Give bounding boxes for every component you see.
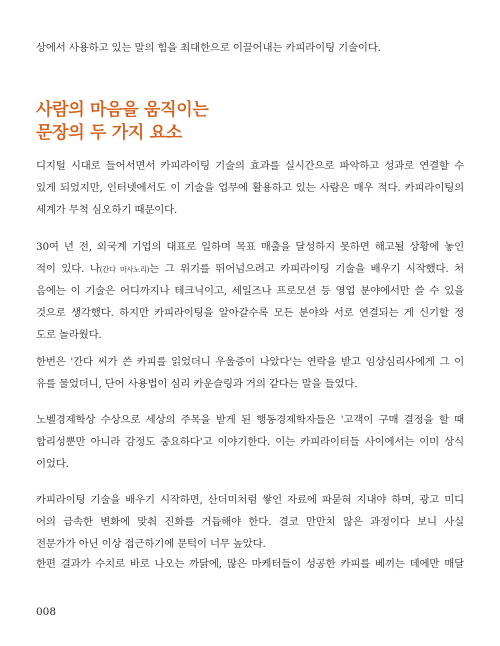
paragraph-2-line-2: [36, 262, 464, 277]
page-number: 008: [36, 606, 57, 618]
paragraph-5-line-4: 한편 결과가 수치로 바로 나오는 까닭에, 많은 마케터들이 성공한 카피를 베끼는 데에만 매달: [36, 558, 464, 570]
section-heading-line-1: 사람의 마음을 움직이는: [36, 100, 209, 120]
paragraph-5-line-1: 카피라이팅 기술을 배우기 시작하면, 산더미처럼 쌓인 자료에 파묻혀 지내야 하며, 광고 미디: [36, 494, 464, 506]
paragraph-5-line-2: 어의 급속한 변화에 맞춰 진화를 거듭해야 한다. 결코 만만치 않은 과정이다 보니 사실: [36, 516, 464, 528]
section-heading-line-2: 문장의 두 가지 요소: [36, 123, 182, 143]
author-name-annotation: (간다 마사노리): [99, 265, 150, 274]
paragraph-4-line-2: 합리성뿐만 아니라 감정도 중요하다'고 이야기한다. 이는 카피라이터들 사이에서는 이미 상식: [36, 436, 464, 448]
paragraph-1-line-1: 디지털 시대로 들어서면서 카피라이팅 기술의 효과를 실시간으로 파악하고 성과로 연결할 수: [36, 160, 464, 172]
paragraph-4-line-3: 이었다.: [36, 458, 69, 470]
paragraph-3-line-2: 유를 물었더니, 단어 사용법이 심리 카운슬링과 거의 같다는 말을 들었다.: [36, 378, 358, 390]
paragraph-1-line-3: 세계가 무척 심오하기 때문이다.: [36, 204, 178, 216]
paragraph-3-line-1: 한번은 '간다 씨가 쓴 카피를 읽었더니 우울증이 나았다'는 연락을 받고 임상심리사에게 그 이: [36, 356, 464, 368]
paragraph-1-line-2: 있게 되었지만, 인터넷에서도 이 기술을 업무에 활용하고 있는 사람은 매우 적다. 카피라이팅의: [36, 182, 464, 194]
paragraph-2-line-4: 것으로 생각했다. 하지만 카피라이팅을 알아갈수록 모든 분야와 서로 연결되는 게 신기할 정: [36, 307, 464, 319]
paragraph-2-line-1: 30여 년 전, 외국계 기업의 대표로 일하며 목표 매출을 달성하지 못하면 해고될 상황에 놓인: [36, 241, 464, 253]
paragraph-2-line-2-end: 는 그 위기를 뛰어넘으려고 카피라이팅 기술을 배우기 시작했다. 처: [149, 263, 464, 275]
paragraph-5-line-3: 전문가가 아닌 이상 접근하기에 문턱이 너무 높았다.: [36, 538, 266, 550]
continuation-line: 상에서 사용하고 있는 말의 힘을 최대한으로 이끌어내는 카피라이팅 기술이다.: [36, 42, 381, 54]
paragraph-2-line-5: 도로 놀라웠다.: [36, 329, 102, 341]
paragraph-4-line-1: 노벨경제학상 수상으로 세상의 주목을 받게 된 행동경제학자들은 '고객이 구매 결정을 할 때: [36, 414, 464, 426]
paragraph-2-line-2-start: 적이 있다. 나: [36, 263, 100, 275]
paragraph-2-line-3: 음에는 이 기술은 어디까지나 테크닉이고, 세일즈나 프로모션 등 영업 분야에서만 쓸 수 있을: [36, 285, 464, 297]
